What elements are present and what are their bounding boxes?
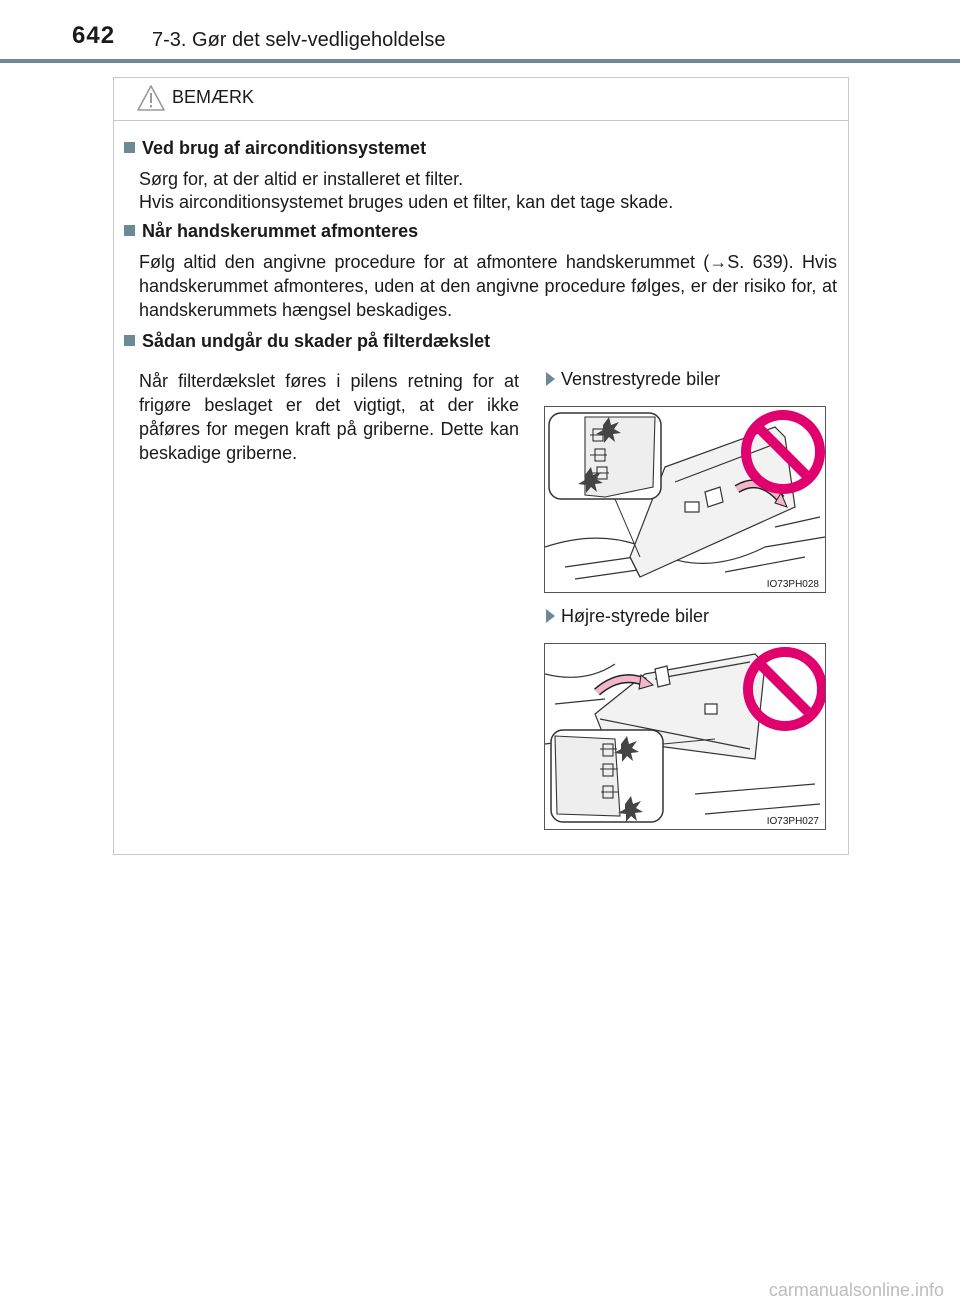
header-rule bbox=[0, 59, 960, 63]
filter-cover-text: Når filterdækslet føres i pilens retning for at frigøre beslaget er det vigtigt, at der ikke påføres for megen kraft på griberne. Dette kan beskadige griberne. bbox=[139, 371, 519, 463]
aircon-line-1: Sørg for, at der altid er installeret et filter. bbox=[139, 169, 464, 189]
section-heading-aircon: Ved brug af airconditionsystemet bbox=[124, 138, 426, 159]
triangle-bullet-icon bbox=[546, 609, 555, 623]
section-heading-filter-cover: Sådan undgår du skader på filterdækslet bbox=[124, 331, 490, 352]
figure-lhd bbox=[544, 406, 826, 593]
figure-label-lhd: Venstrestyrede biler bbox=[546, 369, 720, 390]
glovebox-text: Følg altid den angivne procedure for at afmontere handskerummet (→S. 639). Hvis handskerummet afmonteres, uden at den angivne procedure følges, er der risiko for, at handskerummets hængsel beskadiges. bbox=[139, 252, 837, 320]
figure-rhd bbox=[544, 643, 826, 830]
square-bullet-icon bbox=[124, 335, 135, 346]
square-bullet-icon bbox=[124, 142, 135, 153]
filter-cover-illustration-rhd bbox=[545, 644, 825, 829]
notice-label: BEMÆRK bbox=[172, 87, 255, 107]
filter-cover-illustration-lhd bbox=[545, 407, 825, 592]
figure-code-lhd: IO73PH028 bbox=[766, 579, 819, 590]
figure-label-rhd: Højre-styrede biler bbox=[546, 606, 709, 627]
section-title: 7-3. Gør det selv-vedligeholdelse bbox=[152, 29, 446, 51]
section-heading-glovebox: Når handskerummet afmonteres bbox=[124, 221, 418, 242]
watermark: carmanualsonline.info bbox=[768, 1280, 944, 1300]
aircon-line-2: Hvis airconditionsystemet bruges uden et filter, kan det tage skade. bbox=[139, 192, 674, 212]
warning-icon bbox=[136, 84, 166, 112]
figure-code-rhd: IO73PH027 bbox=[766, 816, 819, 827]
notice-header bbox=[114, 78, 848, 121]
square-bullet-icon bbox=[124, 225, 135, 236]
page-number: 642 bbox=[72, 22, 116, 49]
triangle-bullet-icon bbox=[546, 372, 555, 386]
notice-box bbox=[113, 77, 849, 855]
